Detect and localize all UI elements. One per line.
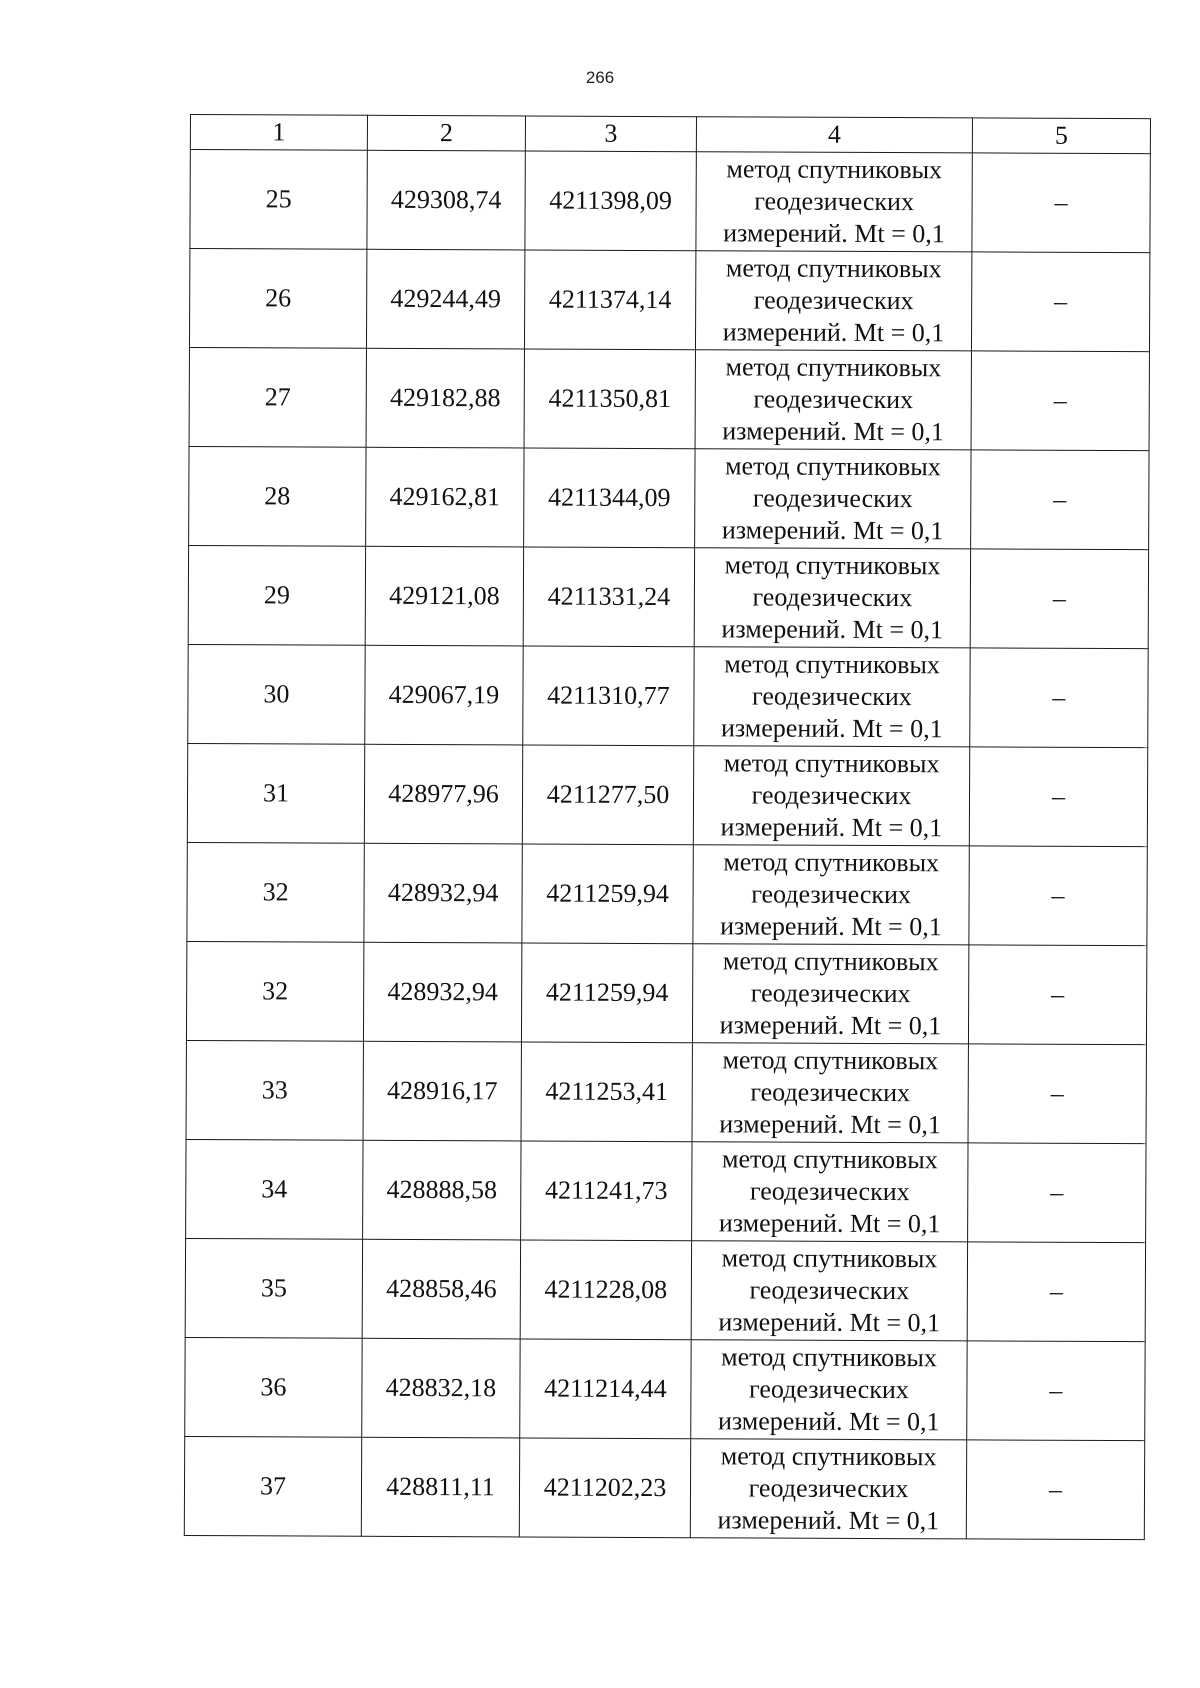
note-cell: – bbox=[971, 351, 1149, 451]
note-cell: – bbox=[971, 450, 1149, 550]
point-number-cell: 32 bbox=[187, 842, 364, 942]
method-cell bbox=[695, 251, 971, 351]
method-text-line: метод спутниковых bbox=[722, 1144, 938, 1175]
y-coordinate-cell: 4211259,94 bbox=[522, 844, 693, 944]
y-coordinate-cell: 4211310,77 bbox=[523, 646, 694, 746]
method-text-line: геодезических bbox=[750, 1077, 911, 1108]
table-row bbox=[186, 1139, 1146, 1242]
method-text-line: измерений. Mt = 0,1 bbox=[717, 1505, 940, 1536]
method-text-line: измерений. Mt = 0,1 bbox=[722, 317, 945, 348]
table-row bbox=[189, 347, 1149, 450]
x-coordinate-cell: 428977,96 bbox=[364, 744, 522, 844]
point-number-cell: 37 bbox=[184, 1436, 361, 1536]
method-text-line: геодезических bbox=[752, 483, 913, 514]
method-text-line: геодезических bbox=[749, 1374, 909, 1405]
point-number-cell: 26 bbox=[189, 249, 366, 349]
method-cell bbox=[692, 1142, 968, 1242]
x-coordinate-cell: 429182,88 bbox=[366, 348, 524, 448]
method-text-line: геодезических bbox=[749, 1176, 910, 1207]
method-cell bbox=[692, 1043, 968, 1143]
y-coordinate-cell: 4211259,94 bbox=[521, 943, 692, 1043]
x-coordinate-cell: 428932,94 bbox=[363, 942, 521, 1042]
point-number-cell: 36 bbox=[185, 1337, 362, 1437]
method-text-line: метод спутниковых bbox=[723, 847, 940, 878]
point-number-cell: 35 bbox=[185, 1238, 362, 1338]
x-coordinate-cell: 428932,94 bbox=[364, 843, 522, 943]
method-text-line: метод спутниковых bbox=[725, 451, 941, 482]
method-text-line: метод спутниковых bbox=[724, 550, 941, 581]
method-text-line: геодезических bbox=[749, 1275, 910, 1306]
method-text-line: геодезических bbox=[752, 681, 912, 712]
note-cell: – bbox=[972, 153, 1150, 253]
method-cell bbox=[690, 1439, 966, 1539]
table-row bbox=[185, 1238, 1145, 1341]
method-text-line: измерений. Mt = 0,1 bbox=[723, 218, 945, 249]
table-body bbox=[184, 150, 1150, 1540]
method-text-line: геодезических bbox=[753, 285, 914, 316]
point-number-cell: 30 bbox=[188, 644, 365, 744]
method-cell bbox=[693, 845, 969, 945]
method-text-line: метод спутниковых bbox=[725, 352, 942, 383]
method-cell bbox=[695, 350, 971, 450]
method-text-line: геодезических bbox=[748, 1473, 909, 1504]
x-coordinate-cell: 428858,46 bbox=[362, 1239, 520, 1339]
method-text-line: геодезических bbox=[753, 384, 914, 415]
note-cell: – bbox=[967, 1341, 1145, 1441]
note-cell: – bbox=[966, 1440, 1144, 1540]
table-row bbox=[184, 1436, 1144, 1539]
method-text-line: метод спутниковых bbox=[724, 649, 941, 680]
method-cell bbox=[694, 647, 970, 747]
point-number-cell: 25 bbox=[190, 150, 367, 250]
point-number-cell: 28 bbox=[189, 446, 366, 546]
table-row bbox=[186, 941, 1146, 1044]
column-header-5: 5 bbox=[972, 118, 1150, 154]
method-text-line: метод спутниковых bbox=[721, 1342, 937, 1373]
x-coordinate-cell: 429121,08 bbox=[365, 546, 523, 646]
table-row bbox=[188, 644, 1148, 747]
y-coordinate-cell: 4211350,81 bbox=[524, 349, 695, 449]
method-text-line: геодезических bbox=[752, 582, 913, 613]
method-text-line: метод спутниковых bbox=[720, 1441, 937, 1472]
method-text-line: измерений. Mt = 0,1 bbox=[720, 713, 943, 744]
method-cell bbox=[696, 152, 972, 252]
point-number-cell: 31 bbox=[187, 743, 364, 843]
method-text-line: метод спутниковых bbox=[723, 748, 940, 779]
method-cell bbox=[693, 746, 969, 846]
note-cell: – bbox=[970, 549, 1148, 649]
method-text-line: измерений. Mt = 0,1 bbox=[718, 1208, 941, 1239]
table-row bbox=[186, 1040, 1146, 1143]
y-coordinate-cell: 4211253,41 bbox=[521, 1042, 692, 1142]
method-text-line: геодезических bbox=[751, 879, 912, 910]
method-text-line: метод спутниковых bbox=[722, 946, 939, 977]
x-coordinate-cell: 429308,74 bbox=[367, 150, 525, 250]
y-coordinate-cell: 4211277,50 bbox=[522, 745, 693, 845]
x-coordinate-cell: 428832,18 bbox=[362, 1338, 520, 1438]
method-text-line: измерений. Mt = 0,1 bbox=[720, 812, 943, 843]
method-text-line: метод спутниковых bbox=[721, 1243, 938, 1274]
note-cell: – bbox=[969, 846, 1147, 946]
y-coordinate-cell: 4211344,09 bbox=[524, 448, 695, 548]
method-cell bbox=[695, 449, 971, 549]
point-number-cell: 29 bbox=[188, 545, 365, 645]
table-row bbox=[188, 545, 1148, 648]
method-text-line: измерений. Mt = 0,1 bbox=[722, 416, 944, 447]
note-cell: – bbox=[968, 1143, 1146, 1243]
table-row bbox=[187, 842, 1147, 945]
method-cell bbox=[691, 1241, 967, 1341]
method-text-line: измерений. Mt = 0,1 bbox=[718, 1307, 941, 1338]
method-text-line: измерений. Mt = 0,1 bbox=[719, 1010, 942, 1041]
point-number-cell: 32 bbox=[186, 941, 363, 1041]
page-number: 266 bbox=[585, 68, 615, 87]
column-header-2: 2 bbox=[367, 115, 525, 151]
column-header-4: 4 bbox=[696, 117, 972, 153]
table-row bbox=[185, 1337, 1145, 1440]
point-number-cell: 34 bbox=[186, 1139, 363, 1239]
method-text-line: измерений. Mt = 0,1 bbox=[719, 1109, 941, 1140]
y-coordinate-cell: 4211228,08 bbox=[520, 1240, 691, 1340]
x-coordinate-cell: 429067,19 bbox=[365, 645, 523, 745]
x-coordinate-cell: 428811,11 bbox=[361, 1437, 519, 1537]
method-text-line: метод спутниковых bbox=[725, 253, 942, 284]
y-coordinate-cell: 4211241,73 bbox=[521, 1141, 692, 1241]
x-coordinate-cell: 429162,81 bbox=[366, 447, 524, 547]
x-coordinate-cell: 428916,17 bbox=[363, 1041, 521, 1141]
note-cell: – bbox=[968, 945, 1146, 1045]
method-text-line: геодезических bbox=[754, 186, 915, 217]
column-header-3: 3 bbox=[525, 116, 696, 152]
table-row bbox=[190, 150, 1150, 253]
table-row bbox=[189, 249, 1149, 352]
method-text-line: метод спутниковых bbox=[722, 1045, 939, 1076]
coordinates-table bbox=[184, 114, 1151, 1540]
note-cell: – bbox=[968, 1044, 1146, 1144]
method-text-line: измерений. Mt = 0,1 bbox=[721, 614, 944, 645]
method-text-line: геодезических bbox=[750, 978, 911, 1009]
method-cell bbox=[694, 548, 970, 648]
x-coordinate-cell: 428888,58 bbox=[363, 1140, 521, 1240]
method-text-line: геодезических bbox=[751, 780, 912, 811]
y-coordinate-cell: 4211398,09 bbox=[525, 151, 696, 251]
coordinates-table-container bbox=[184, 114, 1150, 1540]
table-row bbox=[187, 743, 1147, 846]
note-cell: – bbox=[971, 252, 1149, 352]
y-coordinate-cell: 4211331,24 bbox=[523, 547, 694, 647]
note-cell: – bbox=[969, 747, 1147, 847]
y-coordinate-cell: 4211202,23 bbox=[519, 1438, 690, 1538]
column-header-1: 1 bbox=[190, 115, 367, 151]
method-cell bbox=[692, 944, 968, 1044]
method-text-line: измерений. Mt = 0,1 bbox=[720, 911, 942, 942]
x-coordinate-cell: 429244,49 bbox=[366, 249, 524, 349]
y-coordinate-cell: 4211374,14 bbox=[524, 250, 695, 350]
point-number-cell: 33 bbox=[186, 1040, 363, 1140]
table-row bbox=[189, 446, 1149, 549]
table-header-row bbox=[190, 115, 1150, 154]
point-number-cell: 27 bbox=[189, 347, 366, 447]
method-text-line: измерений. Mt = 0,1 bbox=[721, 515, 944, 546]
method-cell bbox=[691, 1340, 967, 1440]
note-cell: – bbox=[970, 648, 1148, 748]
method-text-line: метод спутниковых bbox=[726, 154, 943, 185]
note-cell: – bbox=[967, 1242, 1145, 1342]
y-coordinate-cell: 4211214,44 bbox=[520, 1339, 691, 1439]
method-text-line: измерений. Mt = 0,1 bbox=[717, 1406, 940, 1437]
